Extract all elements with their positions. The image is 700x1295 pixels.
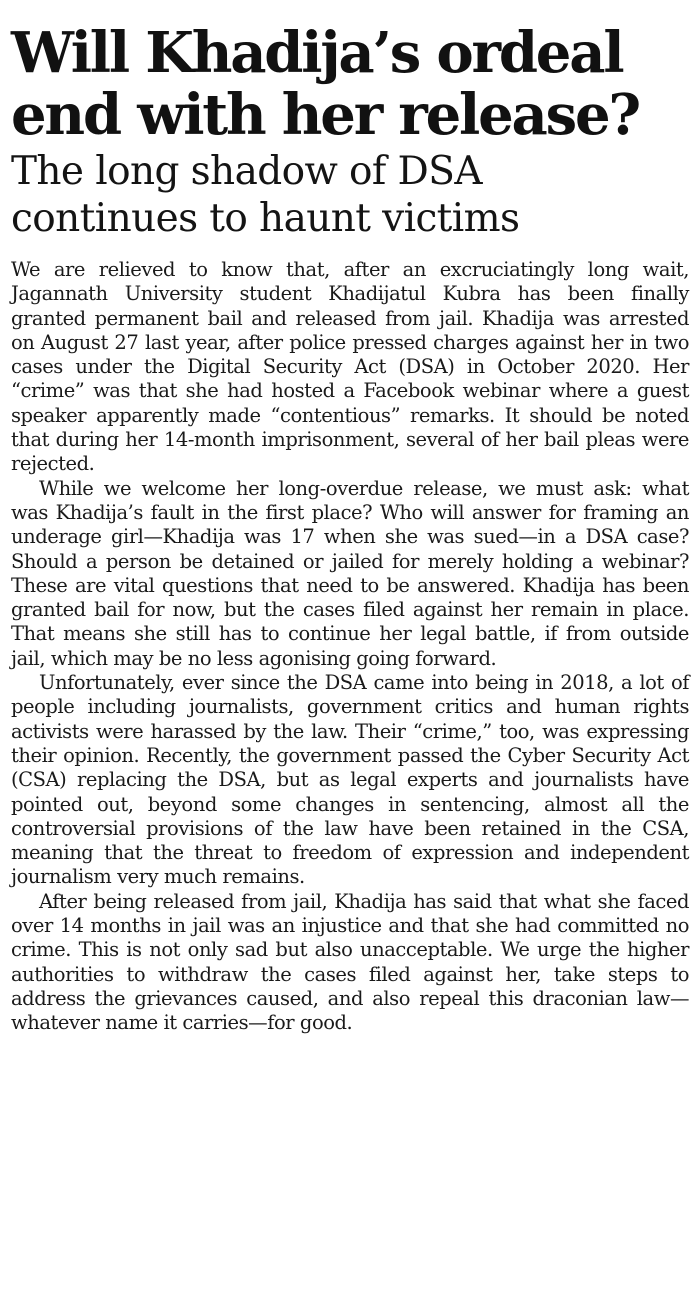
subheadline bbox=[11, 148, 689, 242]
editorial-article bbox=[11, 0, 689, 1036]
paragraph-1: We are relieved to know that, after an excruciatingly long wait, Jagannath University student Khadijatul Kubra has been finally granted permanent bail and released from jail. Khadija was arrested on August 27 last year, after police pressed charges against her in two cases under the Digital Security Act (DSA) in October 2020. Her “crime” was that she had hosted a Facebook webinar where a guest speaker apparently made “contentious” remarks. It should be noted that during her 14-month imprisonment, several of her bail pleas were rejected. bbox=[11, 258, 689, 476]
subheadline-line-2: continues to haunt victims bbox=[11, 196, 520, 241]
paragraph-3: Unfortunately, ever since the DSA came into being in 2018, a lot of people including journalists, government critics and human rights activists were harassed by the law. Their “crime,” too, was expressing their opinion. Recently, the government passed the Cyber Security Act (CSA) replacing the DSA, but as legal experts and journalists have pointed out, beyond some changes in sentencing, almost all the controversial provisions of the law have been retained in the CSA, meaning that the threat to freedom of expression and independent journalism very much remains. bbox=[11, 671, 689, 889]
subheadline-line-1: The long shadow of DSA bbox=[11, 149, 482, 194]
article-body bbox=[11, 258, 689, 1036]
paragraph-2: While we welcome her long-overdue release, we must ask: what was Khadija’s fault in the first place? Who will answer for framing an underage girl—Khadija was 17 when she was sued—in a DSA case? Should a person be detained or jailed for merely holding a webinar? These are vital questions that need to be answered. Khadija has been granted bail for now, but the cases filed against her remain in place. That means she still has to continue her legal battle, if from outside jail, which may be no less agonising going forward. bbox=[11, 476, 689, 670]
paragraph-4: After being released from jail, Khadija has said that what she faced over 14 months in jail was an injustice and that she had committed no crime. This is not only sad but also unacceptable. We urge the higher authorities to withdraw the cases filed against her, take steps to address the grievances caused, and also repeal this draconian law—whatever name it carries—for good. bbox=[11, 889, 689, 1035]
headline-line-1: Will Khadija’s ordeal bbox=[11, 20, 623, 86]
headline bbox=[11, 0, 689, 146]
headline-line-2: end with her release? bbox=[11, 82, 639, 148]
